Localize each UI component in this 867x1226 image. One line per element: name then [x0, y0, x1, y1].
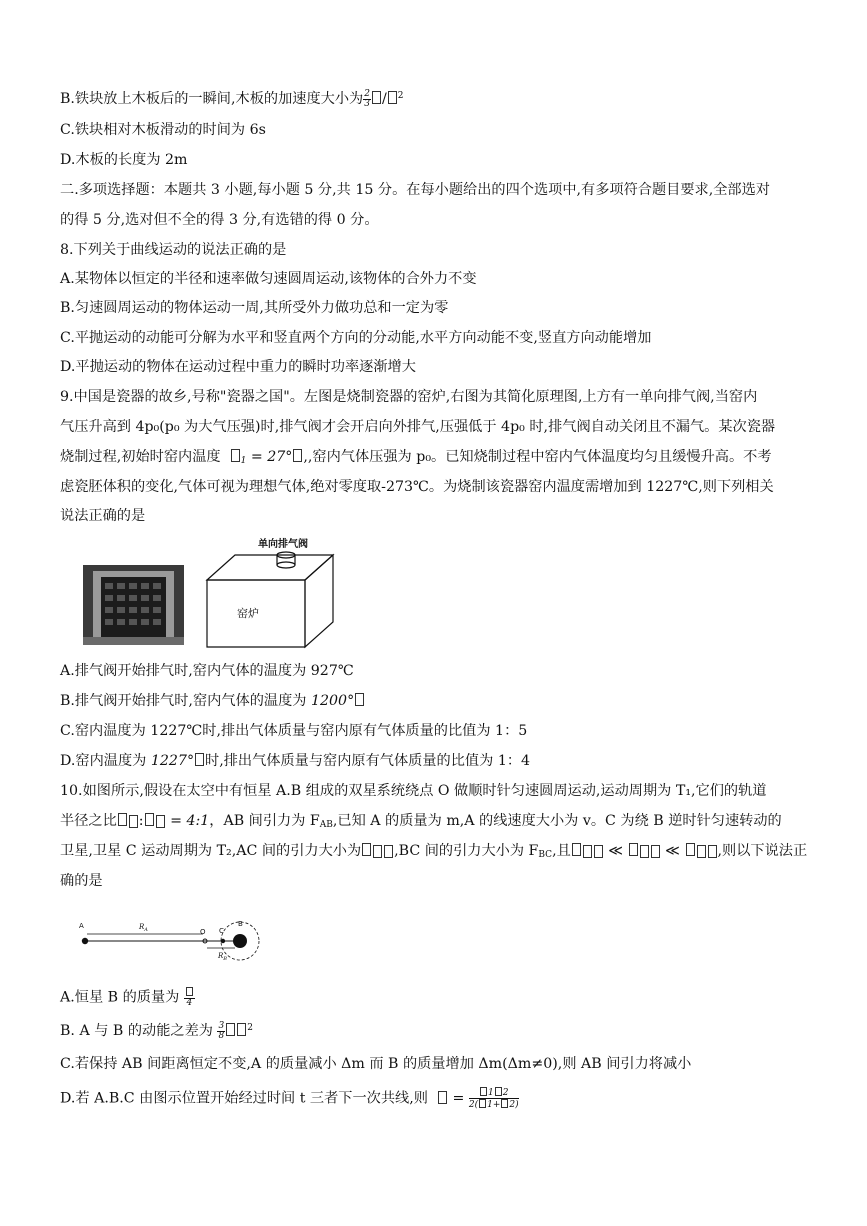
placeholder-box	[501, 1099, 508, 1108]
placeholder-box	[145, 813, 154, 826]
q8-option-d: D.平抛运动的物体在运动过程中重力的瞬时功率逐渐增大	[60, 359, 416, 375]
label-o: O	[200, 928, 206, 936]
q9-stem-line5: 说法正确的是	[60, 508, 146, 524]
placeholder-box	[231, 449, 240, 462]
placeholder-box	[640, 845, 649, 858]
placeholder-box	[388, 91, 397, 104]
placeholder-box	[293, 449, 302, 462]
placeholder-box	[156, 815, 165, 828]
q9-stem-line2: 气压升高到 4p₀(p₀ 为大气压强)时,排气阀才会开启向外排气,压强低于 4p₀ 时,排气阀自动关闭且不漏气。某次瓷器	[60, 419, 776, 435]
q9-option-c: C.窑内温度为 1227℃时,排出气体质量与窑内原有气体质量的比值为 1：5	[60, 723, 528, 739]
placeholder-box	[195, 753, 204, 766]
q7-option-b: B.铁块放上木板后的一瞬间,木板的加速度大小为 $\frac{2}{3}$ / $^2$	[60, 88, 404, 109]
binary-star-diagram	[75, 912, 265, 967]
q10-option-d: D.若 A.B.C 由图示位置开始经过时间 t 三者下一次共线,则 = $\frac{1 2}{2( 1+ 2)}$	[60, 1088, 519, 1110]
placeholder-box	[129, 815, 138, 828]
fraction: $\frac{3}{8}$	[218, 1020, 225, 1041]
q10-stem-line4: 确的是	[60, 873, 103, 889]
kiln-photo	[83, 565, 184, 645]
q10-stem-line1: 10.如图所示,假设在太空中有恒星 A.B 组成的双星系统绕点 O 做顺时针匀速圆周运动,运动周期为 T₁,它们的轨道	[60, 783, 767, 799]
placeholder-box	[629, 843, 638, 856]
q9-stem-line1: 9.中国是瓷器的故乡,号称"瓷器之国"。左图是烧制瓷器的窑炉,右图为其简化原理图,上方有一单向排气阀,当窑内	[60, 389, 758, 405]
fraction: $\frac{2}{3}$	[364, 88, 370, 109]
kiln-diagram	[205, 535, 345, 650]
fraction: $\frac{1 2}{2( 1+ 2)}$	[468, 1088, 519, 1110]
placeholder-box	[651, 845, 660, 858]
q7-option-c: C.铁块相对木板滑动的时间为 6s	[60, 122, 266, 138]
q9-option-b: B.排气阀开始排气时,窑内气体的温度为 1200°	[60, 692, 365, 710]
placeholder-box	[186, 987, 193, 996]
star-b	[233, 934, 247, 948]
section2-header-line1: 二.多项选择题：本题共 3 小题,每小题 5 分,共 15 分。在每小题给出的四个选项中,有多项符合题目要求,全部选对	[60, 182, 770, 198]
label-b: B	[238, 920, 243, 928]
q8-option-c: C.平抛运动的动能可分解为水平和竖直两个方向的分动能,水平方向动能不变,竖直方向动能增加	[60, 330, 652, 346]
label-a: A	[79, 922, 84, 930]
q10-option-b: B. A 与 B 的动能之差为 $\frac{3}{8}$ $^2$	[60, 1020, 253, 1041]
placeholder-box	[384, 845, 393, 858]
kiln-box-drawing	[205, 535, 345, 650]
binary-star-drawing	[75, 912, 265, 967]
q9-option-d: D.窑内温度为 1227° 时,排出气体质量与窑内原有气体质量的比值为 1：4	[60, 753, 531, 769]
q10-option-c: C.若保持 AB 间距离恒定不变,A 的质量减小 Δm 而 B 的质量增加 Δm(Δm≠0),则 AB 间引力将减小	[60, 1056, 692, 1072]
valve-label: 单向排气阀	[258, 539, 308, 550]
placeholder-box	[697, 845, 706, 858]
placeholder-box	[355, 693, 364, 706]
q9-stem-line4: 虑瓷胚体积的变化,气体可视为理想气体,绝对零度取-273℃。为烧制该瓷器窑内温度需增加到 1227℃,则下列相关	[60, 479, 774, 495]
placeholder-box	[237, 1023, 246, 1036]
q9-option-a: A.排气阀开始排气时,窑内气体的温度为 927℃	[60, 663, 354, 679]
placeholder-box	[226, 1023, 235, 1036]
kiln-label: 窑炉	[237, 607, 259, 620]
q9-stem-line3: 烧制过程,初始时窑内温度 $_1$ = 27° ,,窑内气体压强为 p₀。已知烧制过程中窑内气体温度均匀且缓慢升高。不考	[60, 449, 772, 466]
placeholder-box	[480, 1087, 487, 1096]
placeholder-box	[118, 813, 127, 826]
kiln-photo-image	[83, 565, 184, 645]
q8-stem: 8.下列关于曲线运动的说法正确的是	[60, 242, 287, 258]
placeholder-box	[572, 843, 581, 856]
section2-header-line2: 的得 5 分,选对但不全的得 3 分,有选错的得 0 分。	[60, 212, 379, 228]
placeholder-box	[372, 91, 381, 104]
q10-stem-line2: 半径之比 : = 4:1，AB 间引力为 $F_{AB}$,已知 A 的质量为 m,A 的线速度大小为 v。C 为绕 B 逆时针匀速转动的	[60, 813, 782, 830]
label-c: C	[219, 927, 224, 935]
q10-stem-line3: 卫星,卫星 C 运动周期为 T₂,AC 间的引力大小为 ,BC 间的引力大小为 $F_{BC}$,且 ≪ ≪ ,则以下说法正	[60, 843, 808, 860]
label-rb: $R_B$	[218, 952, 227, 962]
placeholder-box	[495, 1087, 502, 1096]
q8-option-b: B.匀速圆周运动的物体运动一周,其所受外力做功总和一定为零	[60, 300, 449, 316]
placeholder-box	[583, 845, 592, 858]
q10-option-a: A.恒星 B 的质量为 4	[60, 987, 195, 1008]
fraction: 4	[184, 987, 195, 1008]
placeholder-box	[438, 1091, 447, 1104]
placeholder-box	[686, 843, 695, 856]
placeholder-box	[362, 843, 371, 856]
placeholder-box	[708, 845, 717, 858]
placeholder-box	[373, 845, 382, 858]
q8-option-a: A.某物体以恒定的半径和速率做匀速圆周运动,该物体的合外力不变	[60, 271, 477, 287]
label-ra: $R_A$	[139, 923, 148, 933]
placeholder-box	[479, 1099, 486, 1108]
placeholder-box	[594, 845, 603, 858]
star-a	[82, 938, 88, 944]
q7-option-d: D.木板的长度为 2m	[60, 152, 188, 168]
